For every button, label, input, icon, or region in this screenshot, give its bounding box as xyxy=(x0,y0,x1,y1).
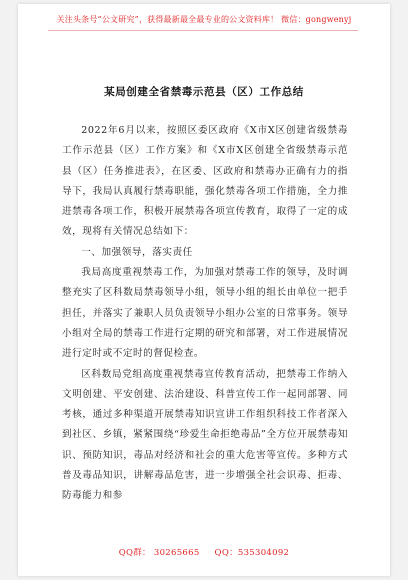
footer-qq-group: QQ群： 30265665 xyxy=(118,548,200,558)
footer-contact xyxy=(18,546,390,558)
header-divider xyxy=(48,30,358,31)
document-page xyxy=(18,4,390,576)
section-heading-1: 一、加强领导，落实责任 xyxy=(81,246,193,258)
footer-qq-number: QQ：535304092 xyxy=(214,548,290,558)
document-title: 某局创建全省禁毒示范县（区）工作总结 xyxy=(104,86,304,98)
paragraph-intro: 2022年6月以来，按照区委区政府《X市X区创建省级禁毒工作示范县（区）工作方案》和《X市X区创建全省级禁毒示范县（区）任务推进表》，在区委、区政府和禁毒办正确有力的指导下，我局认真履行禁毒职能，强化禁毒各项工作措施，全力推进禁毒各项工作，积极开展禁毒各项宣传教育，取得了一定的成效，现将有关情况总结如下： xyxy=(62,125,348,238)
paragraph-leadership: 我局高度重视禁毒工作，为加强对禁毒工作的领导，及时调整充实了区科数局禁毒领导小组，领导小组的组长由单位一把手担任，并落实了兼职人员负责领导小组办公室的日常事务。领导小组对全局的禁毒工作进行定期的研究和部署，对工作进展情况进行定时或不定时的督促检查。 xyxy=(62,267,348,360)
document-body xyxy=(62,121,348,507)
paragraph-publicity: 区科数局党组高度重视禁毒宣传教育活动，把禁毒工作纳入文明创建、平安创建、法治建设、科普宣传工作一起同部署、同考核，通过多种渠道开展禁毒知识宣讲工作组织科技工作者深入到社区、乡镇，紧紧围绕“珍爱生命拒绝毒品”全方位开展禁毒知识、预防知识，毒品对经济和社会的重大危害等宣传。多种方式普及毒品知识，讲解毒品危害，进一步增强全社会识毒、拒毒、防毒能力和参 xyxy=(62,368,348,502)
header-promo: 关注头条号“公文研究”，获得最新最全最专业的公文资料库！ 微信：gongwenyj xyxy=(56,15,352,24)
